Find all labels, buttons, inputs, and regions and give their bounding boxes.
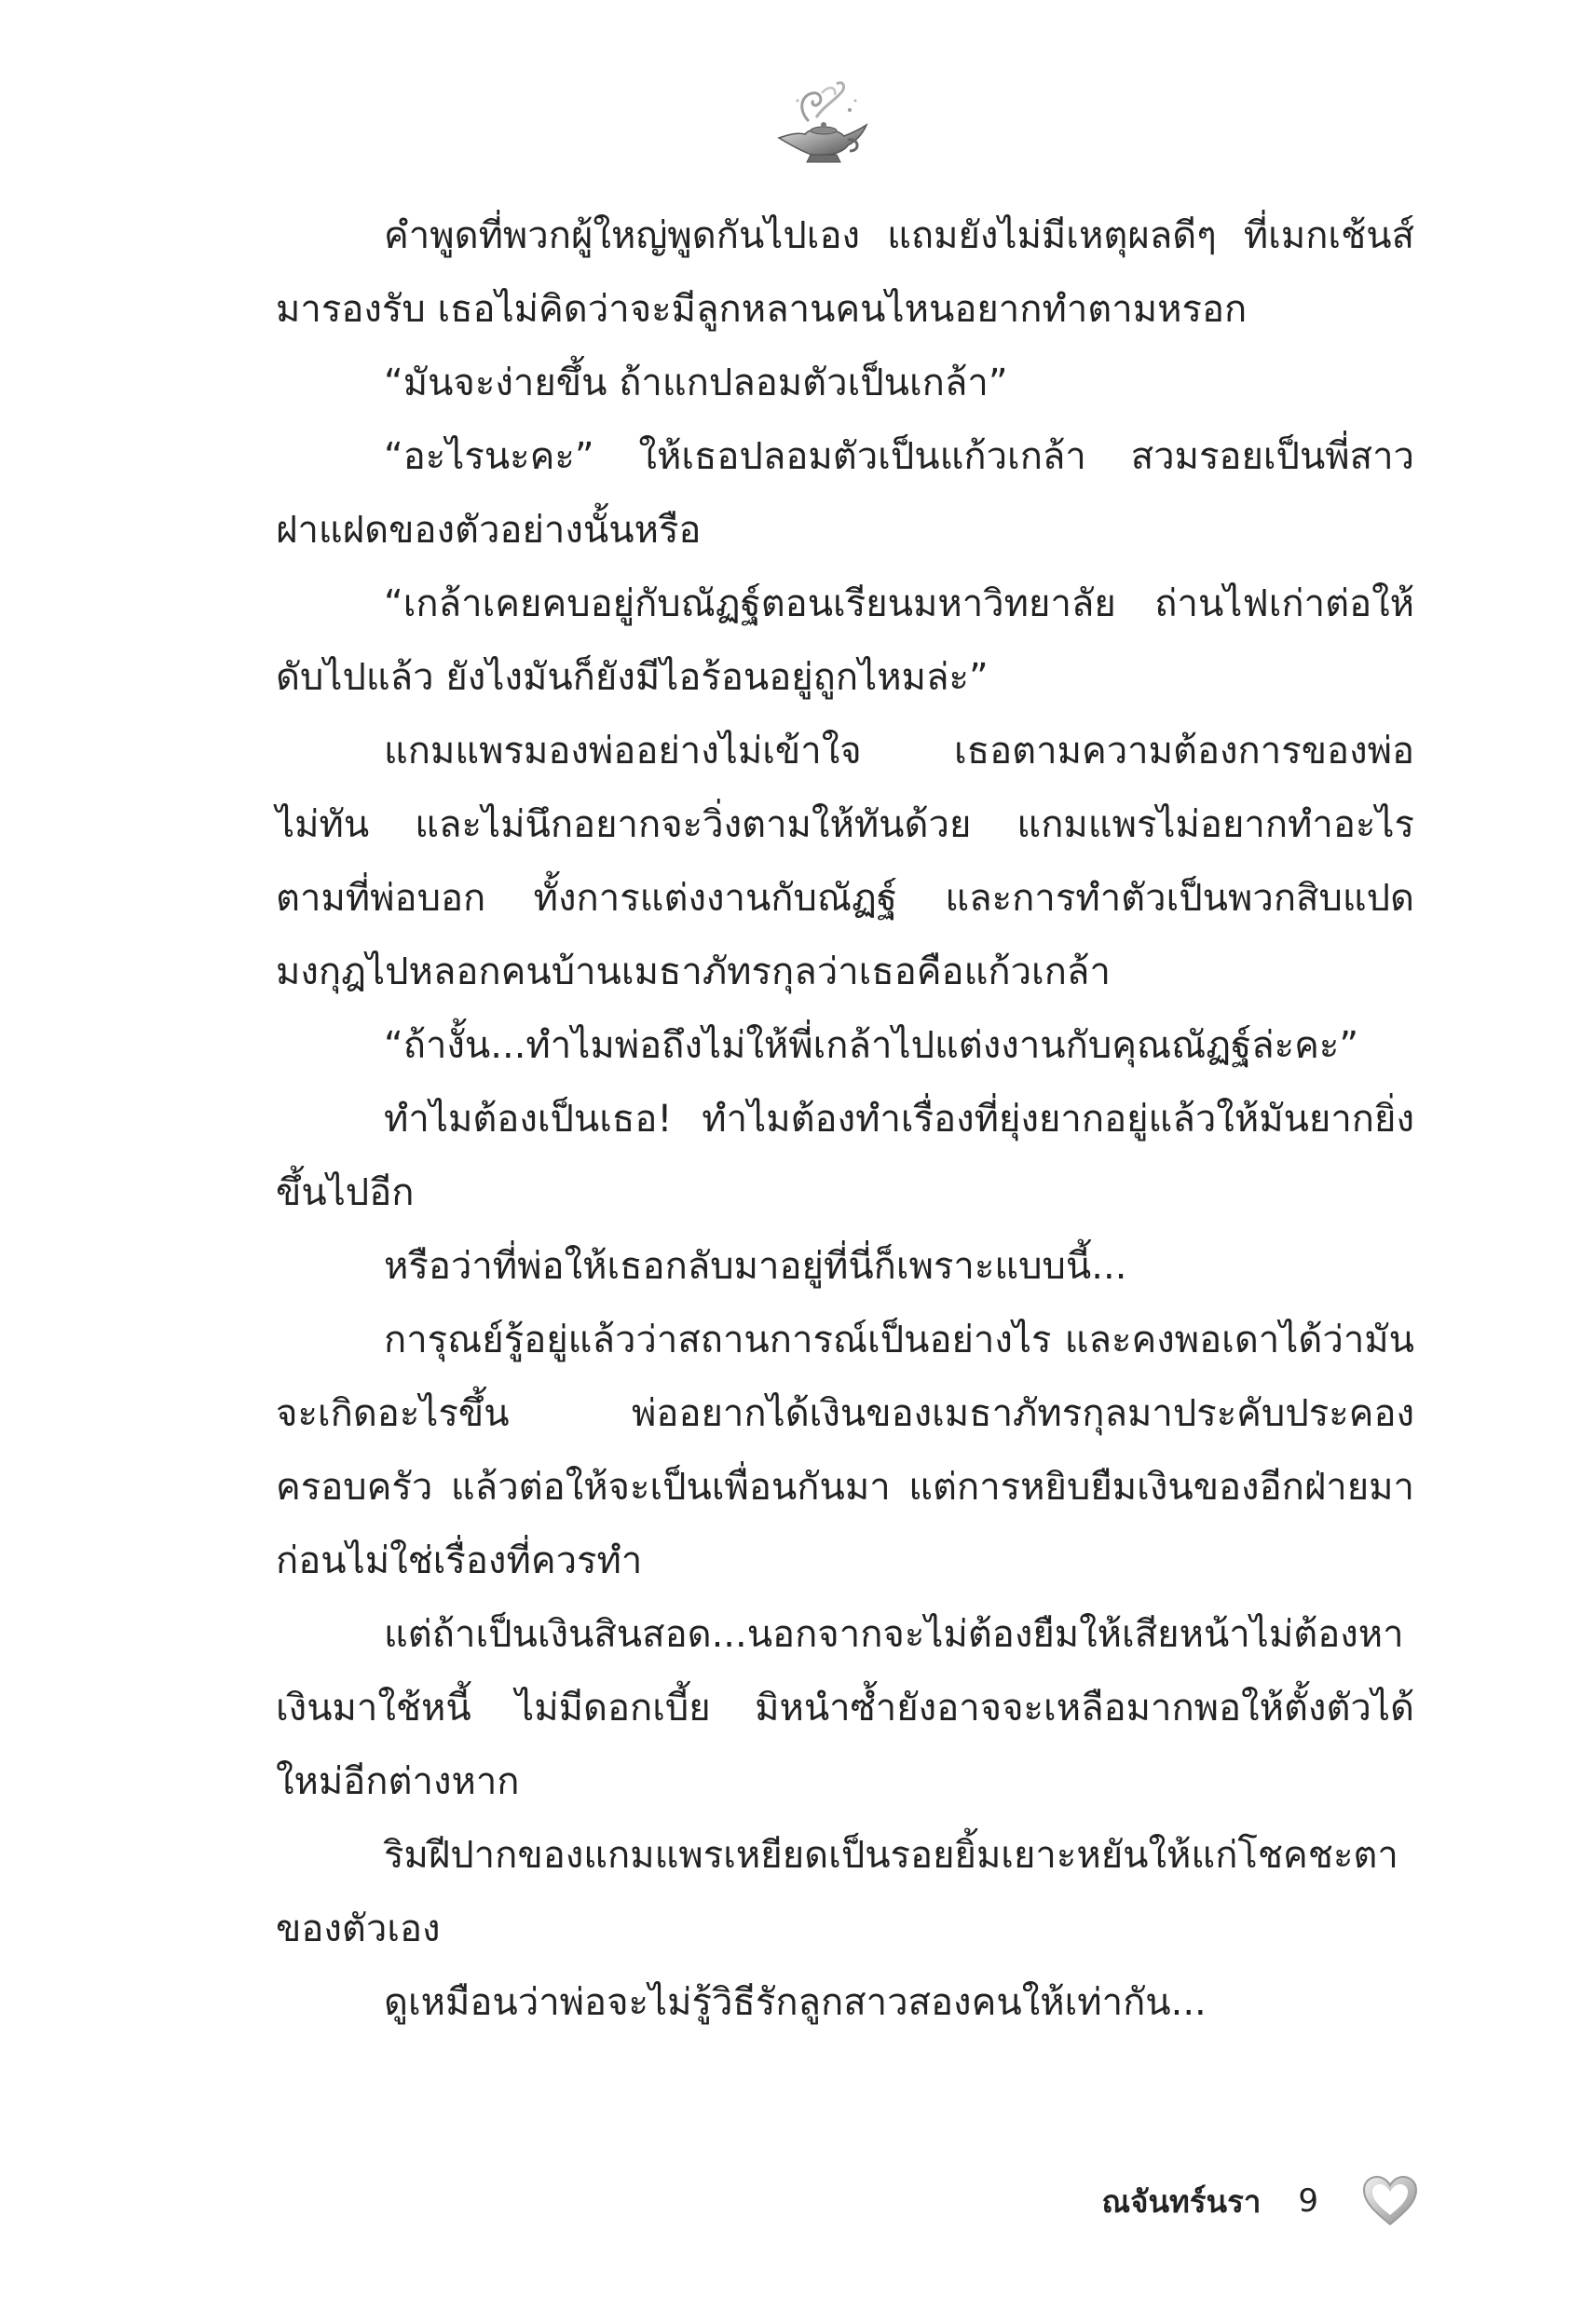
paragraph-8: หรือว่าที่พ่อให้เธอกลับมาอยู่ที่นี่ก็เพราะแบบนี้... [384,1245,1127,1288]
author-name: ณจันทร์นรา [1101,2182,1262,2220]
paragraph-6: “ถ้างั้น...ทำไมพ่อถึงไม่ให้พี่เกล้าไปแต่งงานกับคุณณัฏฐ์ล่ะคะ” [384,1024,1359,1067]
paragraph-5: แกมแพรมองพ่ออย่างไม่เข้าใจ เธอตามความต้องการของพ่อไม่ทัน และไม่นึกอยากจะวิ่งตามให้ทันด้วย แกมแพรไม่อยากทำอะไรตามที่พ่อบอก ทั้งการแต่งงานกับณัฏฐ์ และการทำตัวเป็นพวกสิบแปดมงกุฎไปหลอกคนบ้านเมธาภัทรกุลว่าเธอคือแก้วเกล้า [276,730,1414,993]
heart-icon [1361,2174,1419,2228]
paragraph-11: ริมฝีปากของแกมแพรเหยียดเป็นรอยยิ้มเยาะหยันให้แก่โชคชะตาของตัวเอง [276,1834,1398,1950]
paragraph-12: ดูเหมือนว่าพ่อจะไม่รู้วิธีรักลูกสาวสองคนให้เท่ากัน... [384,1981,1207,2024]
paragraph-7: ทำไมต้องเป็นเธอ! ทำไมต้องทำเรื่องที่ยุ่งยากอยู่แล้วให้มันยากยิ่งขึ้นไปอีก [276,1098,1414,1214]
page-number: 9 [1298,2182,1318,2220]
genie-lamp-icon [770,73,872,175]
paragraph-9: การุณย์รู้อยู่แล้วว่าสถานการณ์เป็นอย่างไร และคงพอเดาได้ว่ามันจะเกิดอะไรขึ้น พ่ออยากได้เงินของเมธาภัทรกุลมาประคับประคองครอบครัว แล้วต่อให้จะเป็นเพื่อนกันมา แต่การหยิบยืมเงินของอีกฝ่ายมาก่อนไม่ใช่เรื่องที่ควรทำ [276,1319,1414,1582]
page-footer [1102,2164,1419,2238]
paragraph-1: คำพูดที่พวกผู้ใหญ่พูดกันไปเอง แถมยังไม่มีเหตุผลดีๆ ที่เมกเช้นส์มารองรับ เธอไม่คิดว่าจะมีลูกหลานคนไหนอยากทำตามหรอก [276,214,1414,331]
paragraph-3: “อะไรนะคะ” ให้เธอปลอมตัวเป็นแก้วเกล้า สวมรอยเป็นพี่สาวฝาแฝดของตัวอย่างนั้นหรือ [276,435,1414,552]
paragraph-2: “มันจะง่ายขึ้น ถ้าแกปลอมตัวเป็นเกล้า” [384,362,1008,404]
body-text [276,199,1414,2040]
paragraph-10: แต่ถ้าเป็นเงินสินสอด...นอกจากจะไม่ต้องยืมให้เสียหน้าไม่ต้องหาเงินมาใช้หนี้ ไม่มีดอกเบี้ย มิหนำซ้ำยังอาจจะเหลือมากพอให้ตั้งตัวได้ใหม่อีกต่างหาก [276,1613,1414,1803]
paragraph-4: “เกล้าเคยคบอยู่กับณัฏฐ์ตอนเรียนมหาวิทยาลัย ถ่านไฟเก่าต่อให้ดับไปแล้ว ยังไงมันก็ยังมีไอร้อนอยู่ถูกไหมล่ะ” [276,582,1414,699]
